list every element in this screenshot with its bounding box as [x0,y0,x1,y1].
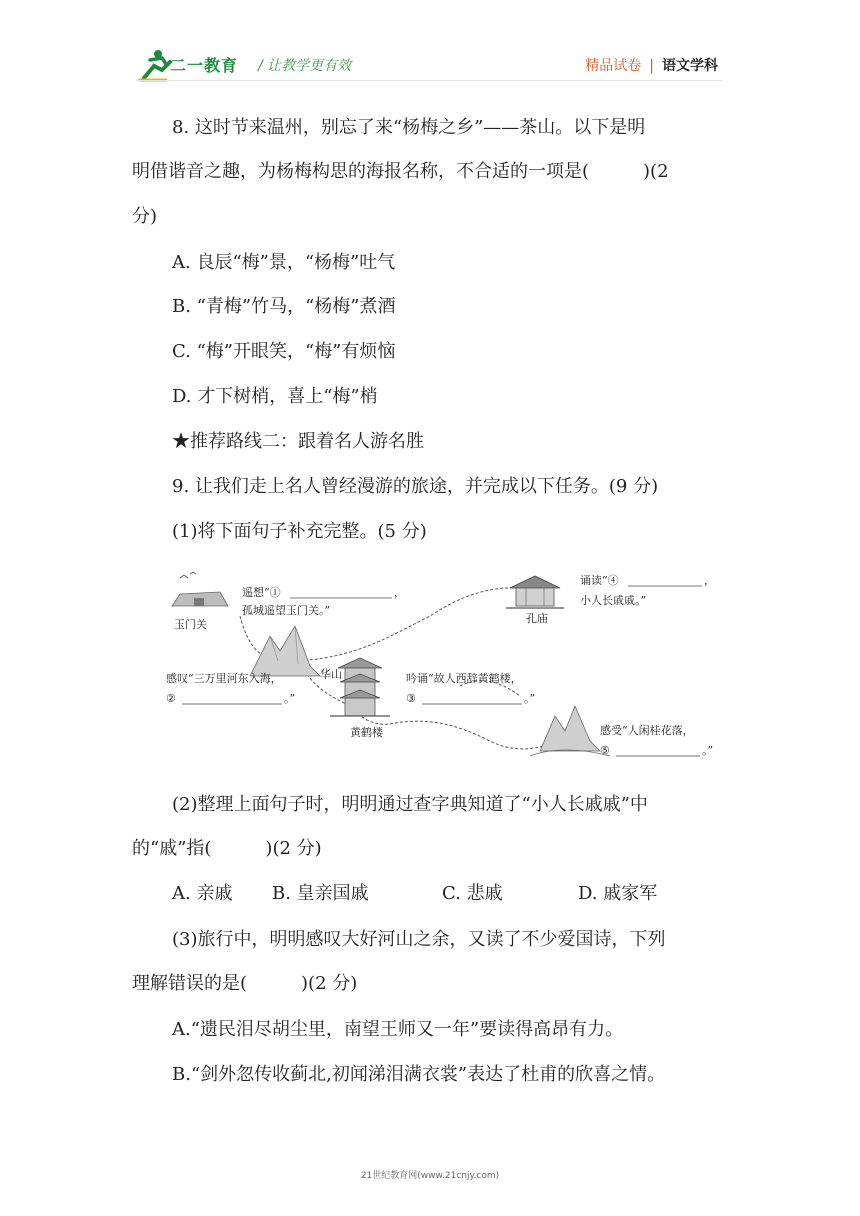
route2-heading: ★推荐路线二：跟着名人游名胜 [172,431,424,452]
page-footer: 21世纪教育网(www.21cnjy.com) [360,1171,500,1181]
q8-line1: 8. 这时节来温州，别忘了来“杨梅之乡”——茶山。以下是明 [172,117,646,138]
q8-option-d[interactable]: D. 才下树梢，喜上“梅”梢 [172,386,378,407]
header-divider [136,80,722,81]
series-label: 精品试卷 [585,58,642,74]
kongmiao-line-a-end: ， [704,574,715,587]
osmanthus-mountain-icon [530,706,610,756]
q9-sub2-option-b[interactable]: B. 皇亲国戚 [272,883,369,904]
q9-sub2-option-a[interactable]: A. 亲戚 [172,883,233,904]
q9-sub2-option-c[interactable]: C. 悲戚 [442,883,503,904]
yumen-line-a: 遥想“① [242,586,281,599]
q8-line2: 明借谐音之趣，为杨梅构思的海报名称，不合适的一项是( )(2 [132,161,669,182]
confucius-temple-icon [506,576,564,608]
q9-sub3-option-b[interactable]: B.“剑外忽传收蓟北,初闻涕泪满衣裳”表达了杜甫的欣喜之情。 [172,1064,666,1085]
q9-sub3-line1: (3)旅行中，明明感叹大好河山之余，又读了不少爱国诗，下列 [172,929,666,950]
yumen-line-a-end: ， [394,586,405,599]
header-separator: | [649,58,654,74]
page-header [0,0,860,100]
kongmiao-line-a: 诵读“④ [580,574,619,587]
q9-line1: 9. 让我们走上名人曾经漫游的旅途，并完成以下任务。(9 分) [172,476,659,497]
yellow-crane-tower-icon [330,658,390,716]
huashan-line-a: 感叹“三万里河东入海， [166,672,282,685]
yumen-label: 玉门关 [174,618,207,631]
guilin-line-a: 感受“人闲桂花落， [600,724,694,737]
header-right [585,55,718,75]
q8-option-c[interactable]: C. “梅”开眼笑，“梅”有烦恼 [172,341,396,362]
huashan-line-b-end: 。” [284,692,296,705]
subject-label: 语文学科 [662,58,718,74]
guilin-line-b-end: 。” [702,744,714,757]
slogan: / 让教学更有效 [258,58,352,74]
huashan-label: 华山 [320,668,342,681]
q9-sub3-line2: 理解错误的是( )(2 分) [132,973,358,994]
q9-sub2-line2: 的“戚”指( )(2 分) [132,838,322,859]
hhl-line-a: 吟诵“故人西辞黄鹤楼， [406,672,522,685]
hhl-label: 黄鹤楼 [350,726,383,739]
q9-sub3-option-a[interactable]: A.“遗民泪尽胡尘里，南望王师又一年”要读得高昂有力。 [172,1019,624,1040]
hhl-line-b: ③ [406,692,416,705]
q8-option-a[interactable]: A. 良辰“梅”景，“杨梅”吐气 [172,252,396,273]
hhl-line-b-end: 。” [524,692,536,705]
huashan-mountain-icon [250,626,320,676]
q8-option-b[interactable]: B. “青梅”竹马，“杨梅”煮酒 [172,296,396,317]
yumen-line-b: 孤城遥望玉门关。” [242,604,331,617]
q9-sub2-option-d[interactable]: D. 戚家军 [578,883,658,904]
yumen-pass-icon [172,572,228,606]
kongmiao-line-b: 小人长戚戚。” [580,594,647,607]
huashan-line-b: ② [166,692,176,705]
logo-text: 二一教育 [170,56,239,75]
guilin-line-b: ⑤ [600,744,610,757]
kongmiao-label: 孔庙 [526,612,548,625]
q8-line3: 分) [132,206,158,227]
q9-sub1: (1)将下面句子补充完整。(5 分) [172,521,427,542]
q9-sub2-line1: (2)整理上面句子时，明明通过查字典知道了“小人长戚戚”中 [172,794,648,815]
route-map-figure [160,566,730,771]
